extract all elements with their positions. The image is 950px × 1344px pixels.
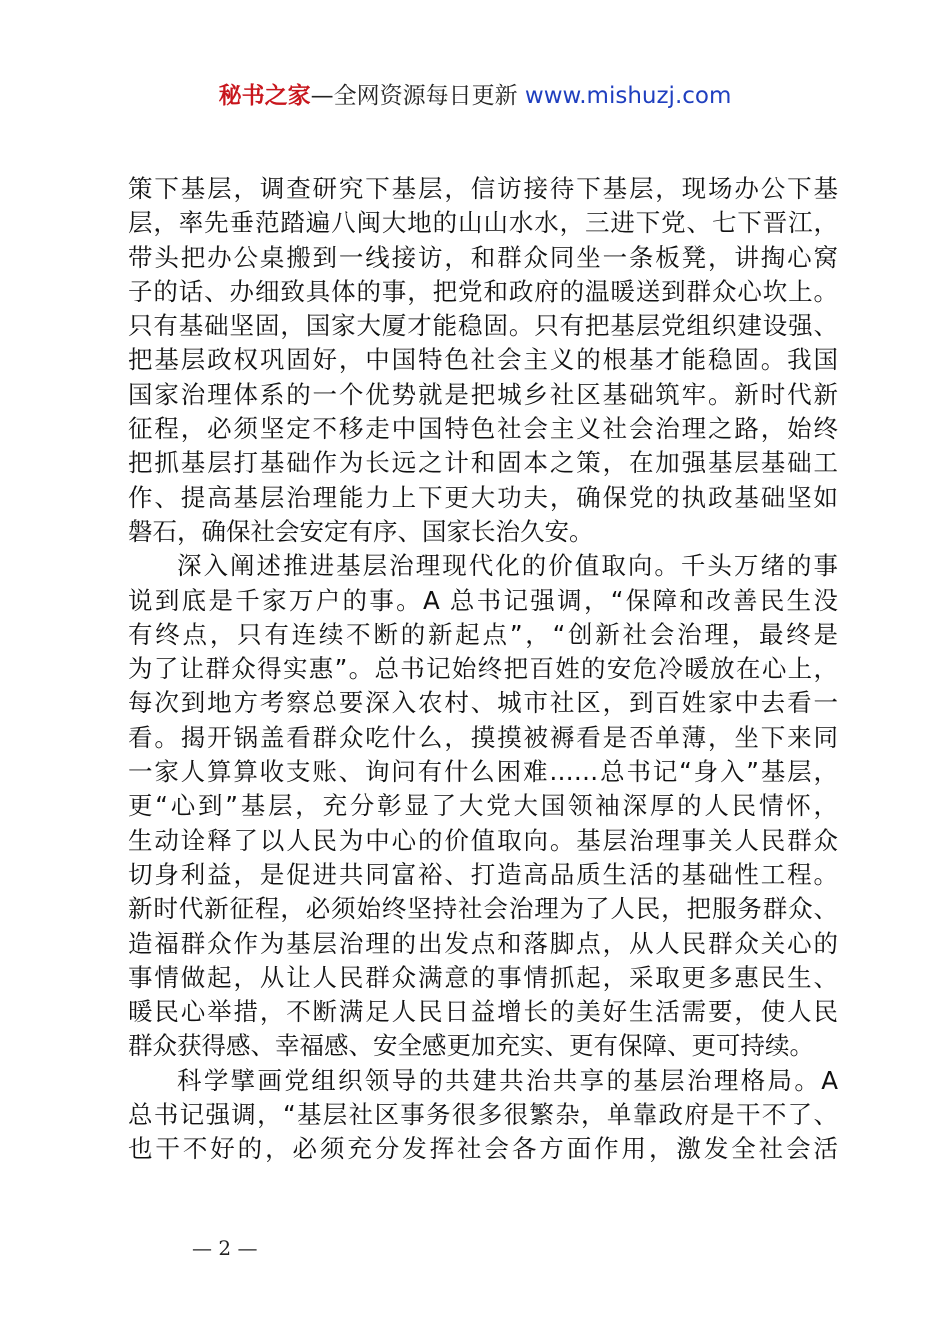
text-line: 策下基层，调查研究下基层，信访接待下基层，现场办公下基 [128, 174, 838, 203]
text-line: 一家人算算收支账、询问有什么困难……总书记“身入”基层， [128, 757, 838, 787]
text-line: 更“心到”基层，充分彰显了大党大国领袖深厚的人民情怀， [128, 791, 838, 821]
text-line: 群众获得感、幸福感、安全感更加充实、更有保障、更可持续。 [128, 1031, 814, 1061]
text-line: 有终点，只有连续不断的新起点”，“创新社会治理，最终是 [128, 619, 838, 649]
text-line: 每次到地方考察总要深入农村、城市社区，到百姓家中去看一 [128, 688, 838, 718]
brand-name: 秘书之家 [218, 83, 311, 109]
text-line: 征程，必须坚定不移走中国特色社会主义社会治理之路，始终 [128, 414, 838, 444]
site-url-link[interactable]: www.mishuzj.com [524, 83, 732, 109]
page-number: — 2 — [192, 1236, 258, 1260]
site-banner [0, 80, 950, 112]
text-line: 为了让群众得实惠”。总书记始终把百姓的安危冷暖放在心上， [128, 654, 838, 684]
text-line: 切身利益，是促进共同富裕、打造高品质生活的基础性工程。 [128, 859, 838, 889]
paragraph-start-line: 科学擘画党组织领导的共建共治共享的基层治理格局。A [177, 1065, 838, 1095]
text-line: 总书记强调，“基层社区事务很多很繁杂，单靠政府是干不了、 [128, 1100, 838, 1130]
text-line: 也干不好的，必须充分发挥社会各方面作用，激发全社会活 [128, 1134, 838, 1164]
text-line: 带头把办公桌搬到一线接访，和群众同坐一条板凳，讲掏心窝 [128, 242, 838, 272]
text-line: 层，率先垂范踏遍八闽大地的山山水水，三进下党、七下晋江， [128, 208, 838, 238]
text-line: 只有基础坚固，国家大厦才能稳固。只有把基层党组织建设强、 [128, 311, 838, 341]
text-line: 暖民心举措，不断满足人民日益增长的美好生活需要，使人民 [128, 997, 838, 1027]
text-line: 新时代新征程，必须始终坚持社会治理为了人民，把服务群众、 [128, 894, 838, 924]
text-line: 磐石，确保社会安定有序、国家长治久安。 [128, 516, 594, 546]
text-line: 子的话、办细致具体的事，把党和政府的温暖送到群众心坎上。 [128, 276, 838, 306]
text-line: 把基层政权巩固好，中国特色社会主义的根基才能稳固。我国 [128, 345, 838, 375]
paragraph-start-line: 深入阐述推进基层治理现代化的价值取向。千头万绪的事 [177, 551, 838, 581]
text-line: 生动诠释了以人民为中心的价值取向。基层治理事关人民群众 [128, 825, 838, 855]
banner-slogan: —全网资源每日更新 [310, 83, 518, 109]
text-line: 国家治理体系的一个优势就是把城乡社区基础筑牢。新时代新 [128, 379, 838, 409]
text-line: 看。揭开锅盖看群众吃什么，摸摸被褥看是否单薄，坐下来同 [128, 722, 838, 752]
text-line: 说到底是千家万户的事。A 总书记强调，“保障和改善民生没 [128, 585, 838, 615]
text-line: 作、提高基层治理能力上下更大功夫，确保党的执政基础坚如 [128, 482, 838, 512]
text-line: 把抓基层打基础作为长远之计和固本之策，在加强基层基础工 [128, 448, 838, 478]
text-line: 造福群众作为基层治理的出发点和落脚点，从人民群众关心的 [128, 928, 838, 958]
text-line: 事情做起，从让人民群众满意的事情抓起，采取更多惠民生、 [128, 962, 838, 992]
article-body [128, 172, 838, 1167]
